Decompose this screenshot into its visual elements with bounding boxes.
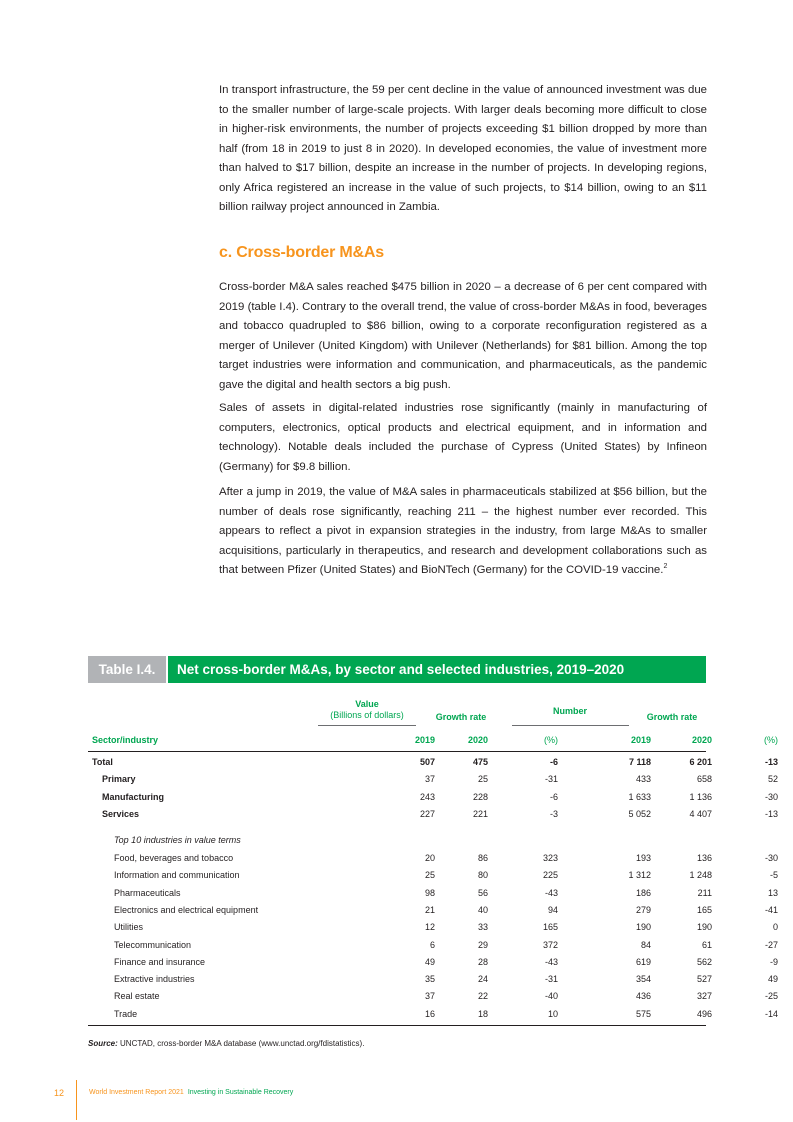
value-2020: 40	[477, 904, 488, 915]
number-2019: 354	[635, 974, 651, 985]
value-growth: -6	[549, 791, 558, 802]
table-row	[88, 971, 778, 988]
paragraph-pharmaceuticals: After a jump in 2019, the value of M&A sales in pharmaceuticals stabilized at $56 billion, but the number of deals rose significantly, reaching 211 – the highest number ever recorded. This appears to reflect a pivot in expansion strategies in the industry, from large M&As to smaller acquisitions, particularly in therapeutics, and research and development collaborations such as that between Pfizer (United States) and BioNTech (Germany) for the COVID-19 vaccine.$^2$	[219, 486, 707, 576]
table-number: Table I.4.	[88, 656, 166, 683]
value-2020: 18	[477, 1008, 488, 1019]
value-growth: -43	[544, 956, 558, 967]
value-2020: 24	[477, 974, 488, 985]
value-growth: 323	[542, 853, 558, 863]
number-growth: -13	[764, 757, 778, 767]
value-2020: 221	[472, 809, 488, 820]
industries-subheading-row	[88, 832, 706, 849]
number-growth: -14	[764, 1008, 778, 1019]
value-2020: 475	[472, 757, 488, 767]
number-2019: 619	[635, 956, 651, 967]
value-2019: 227	[419, 809, 435, 820]
value-growth: -31	[544, 774, 558, 785]
header-2020-number: 2020	[691, 735, 712, 745]
header-2019-number: 2019	[630, 735, 651, 745]
number-growth: 13	[767, 887, 778, 898]
table-source: Source: UNCTAD, cross-border M&A database (www.unctad.org/fdistatistics).	[88, 1039, 365, 1048]
number-2019: 84	[640, 939, 651, 950]
header-sector: Sector/industry	[92, 735, 159, 745]
table-row	[88, 902, 778, 919]
number-2019: 436	[635, 991, 651, 1002]
number-2020: 211	[697, 887, 712, 898]
table-caption: Net cross-border M&As, by sector and selected industries, 2019–2020	[168, 656, 706, 683]
value-growth: 94	[547, 904, 558, 915]
value-2019: 6	[429, 939, 435, 950]
number-growth: 0	[772, 922, 778, 933]
table-header-row	[88, 732, 778, 749]
number-2019: 186	[635, 887, 651, 898]
header-value: Value (Billions of dollars)	[330, 699, 404, 720]
value-2020: 25	[477, 774, 488, 785]
value-2019: 25	[424, 870, 435, 881]
row-label: Food, beverages and tobacco	[114, 853, 234, 863]
value-growth: -43	[544, 887, 558, 898]
value-2020: 80	[477, 870, 488, 881]
table-row	[88, 867, 778, 884]
number-2019: 190	[635, 922, 651, 933]
value-2019: 37	[424, 991, 435, 1002]
paragraph-transport: In transport infrastructure, the 59 per cent decline in the value of announced investment was due to the smaller number of large-scale projects. With larger deals becoming more difficult to close in higher-risk environments, the number of projects exceeding $1 billion dropped by more than half (from 18 in 2019 to just 8 in 2020). In developed economies, the value of investment more than halved to $17 billion, despite an increase in the number of projects. In developing regions, only Africa registered an increase in the value of such projects, to $14 billion, owing to an $11 billion railway project announced in Zambia.	[219, 84, 707, 213]
header-value-rule	[318, 725, 416, 726]
header-number: Number	[552, 706, 587, 716]
number-2019: 5 052	[628, 809, 651, 820]
number-growth: 49	[767, 974, 778, 985]
number-2020: 658	[696, 774, 712, 785]
row-label: Telecommunication	[114, 939, 192, 950]
number-growth: -25	[764, 991, 778, 1002]
number-2020: 562	[696, 956, 712, 967]
value-2019: 35	[424, 974, 435, 985]
number-growth: -30	[764, 853, 778, 863]
section-heading: c. Cross-border M&As	[219, 244, 384, 261]
number-2019: 279	[635, 904, 651, 915]
number-2019: 7 118	[628, 757, 651, 767]
row-label: Electronics and electrical equipment	[114, 904, 259, 915]
number-growth: -27	[764, 939, 778, 950]
value-2019: 21	[424, 904, 435, 915]
table-row	[88, 806, 778, 823]
value-2020: 228	[472, 791, 488, 802]
number-2020: 165	[696, 904, 712, 915]
paragraph-digital-assets: Sales of assets in digital-related industries rose significantly (mainly in manufacturing of computers, electronics, optical products and electrical equipment, and in information and technology). Notable deals included the purchase of Cypress (United States) by Infineon (Germany) for $9.8 billion.	[219, 402, 707, 473]
table-row	[88, 885, 778, 902]
value-2019: 20	[424, 853, 435, 863]
number-2020: 136	[696, 853, 712, 863]
table-row	[88, 937, 778, 954]
value-2019: 37	[424, 774, 435, 785]
number-growth: -5	[769, 870, 778, 881]
row-label: Extractive industries	[114, 974, 195, 985]
industries-subheading: Top 10 industries in value terms	[114, 835, 241, 845]
row-label: Pharmaceuticals	[114, 887, 181, 898]
row-label: Utilities	[114, 922, 144, 933]
number-growth: -13	[764, 809, 778, 820]
table-row	[88, 954, 778, 971]
number-2020: 1 248	[689, 870, 712, 881]
value-growth: -40	[544, 991, 558, 1002]
number-2020: 61	[701, 939, 712, 950]
value-growth: 10	[547, 1008, 558, 1019]
number-2020: 1 136	[689, 791, 712, 802]
table-row	[88, 1006, 778, 1023]
value-2020: 33	[477, 922, 488, 933]
value-2019: 12	[424, 922, 435, 933]
value-2019: 98	[424, 887, 435, 898]
value-growth: 225	[542, 870, 558, 881]
number-growth: -41	[764, 904, 778, 915]
row-label: Information and communication	[114, 870, 240, 881]
value-growth: -6	[549, 757, 558, 767]
row-label: Total	[92, 757, 113, 767]
table-row	[88, 771, 778, 788]
value-2020: 86	[477, 853, 488, 863]
value-2020: 22	[477, 991, 488, 1002]
header-2019-value: 2019	[414, 735, 435, 745]
row-label: Real estate	[114, 991, 160, 1002]
table-title-bar	[88, 656, 706, 683]
number-growth: -9	[769, 956, 778, 967]
paragraph-cross-border-sales: Cross-border M&A sales reached $475 billion in 2020 – a decrease of 6 per cent compared with 2019 (table I.4). Contrary to the overall trend, the value of cross-border M&As in food, beverages and tobacco quadrupled to $86 billion, owing to a corporate reconfiguration registered as a merger of Unilever (United Kingdom) with Unilever (Netherlands) for $81 billion. Among the top target industries were information and communication, and pharmaceuticals, as the pandemic gave the digital and health sectors a big push.	[219, 281, 707, 391]
value-growth: -31	[544, 974, 558, 985]
header-bottom-rule	[88, 751, 706, 752]
number-growth: 52	[767, 774, 778, 785]
row-label: Services	[102, 809, 140, 820]
number-2019: 1 633	[628, 791, 651, 802]
value-2020: 28	[477, 956, 488, 967]
row-label: Manufacturing	[102, 791, 164, 802]
number-2020: 527	[696, 974, 712, 985]
row-label: Trade	[114, 1008, 138, 1019]
row-label: Finance and insurance	[114, 956, 206, 967]
table-row	[88, 789, 778, 806]
number-2020: 190	[696, 922, 712, 933]
number-2020: 496	[696, 1008, 712, 1019]
number-2019: 193	[635, 853, 651, 863]
number-2020: 4 407	[689, 809, 712, 820]
value-2019: 16	[424, 1008, 435, 1019]
header-growth-rate-value: Growth rate	[435, 712, 487, 722]
footer-divider	[76, 1080, 77, 1120]
value-2019: 507	[419, 757, 435, 767]
header-2020-value: 2020	[467, 735, 488, 745]
value-growth: 372	[542, 939, 558, 950]
page-number: 12	[54, 1088, 65, 1098]
footnote-ref[interactable]: 2	[663, 563, 668, 571]
table-row	[88, 988, 778, 1005]
table-row	[88, 754, 778, 771]
header-pct-number: (%)	[764, 735, 778, 745]
row-label: Primary	[102, 774, 136, 785]
value-2020: 29	[477, 939, 488, 950]
number-2020: 6 201	[689, 757, 712, 767]
header-pct-value: (%)	[544, 735, 558, 745]
table-row	[88, 850, 778, 867]
value-2020: 56	[477, 887, 488, 898]
number-2019: 433	[635, 774, 651, 785]
number-2019: 575	[635, 1008, 651, 1019]
table-bottom-rule	[88, 1025, 706, 1026]
value-growth: 165	[542, 922, 558, 933]
header-growth-rate-number: Growth rate	[646, 712, 698, 722]
number-growth: -30	[764, 791, 778, 802]
number-2020: 327	[696, 991, 712, 1002]
value-growth: -3	[549, 809, 558, 820]
value-2019: 243	[419, 791, 435, 802]
number-2019: 1 312	[628, 870, 651, 881]
footer-report-title: World Investment Report 2021 Investing in Sustainable Recovery	[89, 1089, 294, 1096]
header-number-rule	[512, 725, 629, 726]
table-row	[88, 919, 778, 936]
value-2019: 49	[424, 956, 435, 967]
